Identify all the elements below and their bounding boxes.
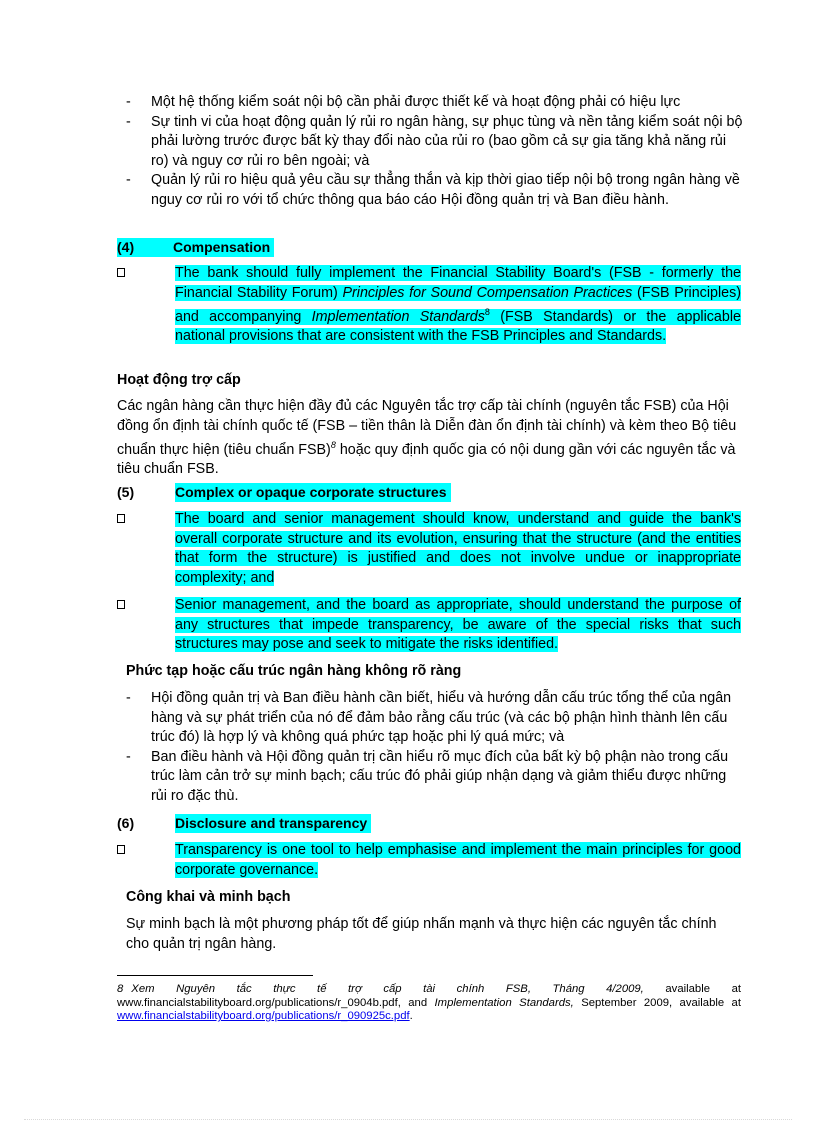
section-6-heading (117, 814, 397, 833)
section-4-heading (117, 238, 287, 257)
section-title: Disclosure and transparency (175, 814, 371, 833)
list-item (126, 748, 746, 807)
footnote-number: 8 (117, 983, 124, 995)
structure-en-paragraph-2 (175, 596, 741, 655)
footnote-separator (117, 975, 313, 976)
square-bullet-icon (117, 600, 125, 613)
dash-bullet: - (126, 748, 131, 765)
en-text: Transparency is one tool to help emphasise and implement the main principles for good corporate governance. (175, 842, 741, 878)
square-bullet-icon (117, 514, 125, 527)
internal-control-list (126, 93, 746, 210)
list-item (126, 171, 746, 210)
footnote-text: . (409, 1010, 413, 1022)
section-number: (5) (117, 484, 135, 500)
vn-heading: Phức tạp hoặc cấu trúc ngân hàng không rõ ràng (126, 663, 462, 679)
vn-text: hoặc quy định quốc gia có nội dung gần với các nguyên tắc và tiêu chuẩn FSB. (117, 441, 736, 478)
footnote-text-italic: Xem Nguyên tắc thực tế trợ cấp tài chính FSB, Tháng 4/2009, (131, 983, 644, 995)
transparency-vn-paragraph: Sự minh bạch là một phương pháp tốt để giúp nhấn mạnh và thực hiện các nguyên tắc chính cho quản trị ngân hàng. (126, 916, 717, 952)
footnote-ref: 8 (330, 440, 336, 450)
section-title: Complex or opaque corporate structures (175, 483, 451, 502)
list-item (126, 93, 746, 113)
dash-bullet: - (126, 690, 131, 706)
en-text-italic: Implementation Standards (311, 308, 485, 325)
dash-bullet: - (126, 94, 131, 110)
square-bullet-icon (117, 845, 125, 858)
en-text: The bank should fully implement the Financial Stability Board's (FSB - formerly the Financial Stability Forum) (175, 265, 741, 301)
section-5-heading (117, 483, 477, 502)
structure-en-paragraph-1 (175, 510, 741, 588)
vn-heading: Hoạt động trợ cấp (117, 372, 241, 388)
list-item (126, 113, 746, 172)
list-item-text: Một hệ thống kiểm soát nội bộ cần phải được thiết kế và hoạt động phải có hiệu lực (151, 94, 681, 110)
structure-vn-list (126, 689, 746, 806)
dash-bullet: - (126, 113, 131, 130)
section-number: (6) (117, 815, 135, 831)
footnote-text: September 2009, available at (573, 996, 741, 1009)
vn-text: Các ngân hàng cần thực hiện đầy đủ các Nguyên tắc trợ cấp tài chính (nguyên tắc FSB) của Hội đồng ổn định tài chính quốc tế (FSB – tiền thân là Diễn đàn ổn định tài chính) và kèm theo Bộ tiêu chuẩn thực hiện (tiêu chuẩn FSB) (117, 398, 737, 458)
section-number: (4) (117, 238, 173, 257)
list-item (126, 689, 746, 748)
page-bottom-border (24, 1119, 792, 1120)
transparency-en-paragraph (175, 841, 741, 880)
en-text: The board and senior management should know, understand and guide the bank's overall corporate structure and its evolution, ensuring that the structure (and the entities that form the structure) is justified and does not involve undue or inappropriate complexity; and (175, 511, 741, 586)
footnote-ref: 8 (484, 307, 490, 317)
en-text: Senior management, and the board as appropriate, should understand the purpose of any structures that impede transparency, be aware of the special risks that such structures may pose and seek to mitigate the risks identified. (175, 597, 741, 652)
compensation-en-paragraph (175, 264, 741, 347)
footnote (117, 983, 741, 1024)
compensation-vn-paragraph (117, 397, 743, 480)
en-text-italic: Principles for Sound Compensation Practices (342, 284, 633, 301)
list-item-text: Ban điều hành và Hội đồng quản trị cần hiểu rõ mục đích của bất kỳ bộ phận nào trong cấu trúc làm cản trở sự minh bạch; cấu trúc đó phải giúp nhận dạng và giảm thiểu được những rủi ro đặc thù. (151, 748, 729, 804)
en-text: (FSB Standards) or the applicable national provisions that are consistent with the FSB Principles and Standards. (175, 308, 741, 345)
list-item-text: Quản lý rủi ro hiệu quả yêu cầu sự thẳng thắn và kịp thời giao tiếp nội bộ trong ngân hàng về nguy cơ rủi ro với tổ chức thông qua báo cáo Hội đồng quản trị và Ban điều hành. (151, 172, 740, 208)
footnote-text: available at www.financialstabilityboard.org/publications/r_0904b.pdf, and (117, 983, 741, 1009)
list-item-text: Hội đồng quản trị và Ban điều hành cần biết, hiểu và hướng dẫn cấu trúc tổng thể của ngân hàng và sự phát triển của nó để đảm bảo rằng cấu trúc (và các bộ phận hình thành lên cấu trúc đó) là hợp lý và không quá phức tạp hoặc phi lý quá mức; và (151, 690, 732, 745)
list-item-text: Sự tinh vi của hoạt động quản lý rủi ro ngân hàng, sự phục tùng và nền tảng kiểm soát nội bộ phải lường trước được bất kỳ thay đổi nào của rủi ro (bao gồm cả sự gia tăng khả năng rủi ro) và nguy cơ rủi ro bên ngoài; và (151, 113, 743, 169)
square-bullet-icon (117, 268, 125, 281)
en-text: (FSB Principles) and accompanying (175, 284, 741, 325)
section-title: Compensation (173, 238, 274, 257)
dash-bullet: - (126, 172, 131, 188)
vn-heading: Công khai và minh bạch (126, 889, 291, 905)
footnote-link[interactable]: www.financialstabilityboard.org/publications/r_090925c.pdf (117, 1010, 410, 1022)
footnote-text-italic: Implementation Standards, (434, 996, 574, 1009)
